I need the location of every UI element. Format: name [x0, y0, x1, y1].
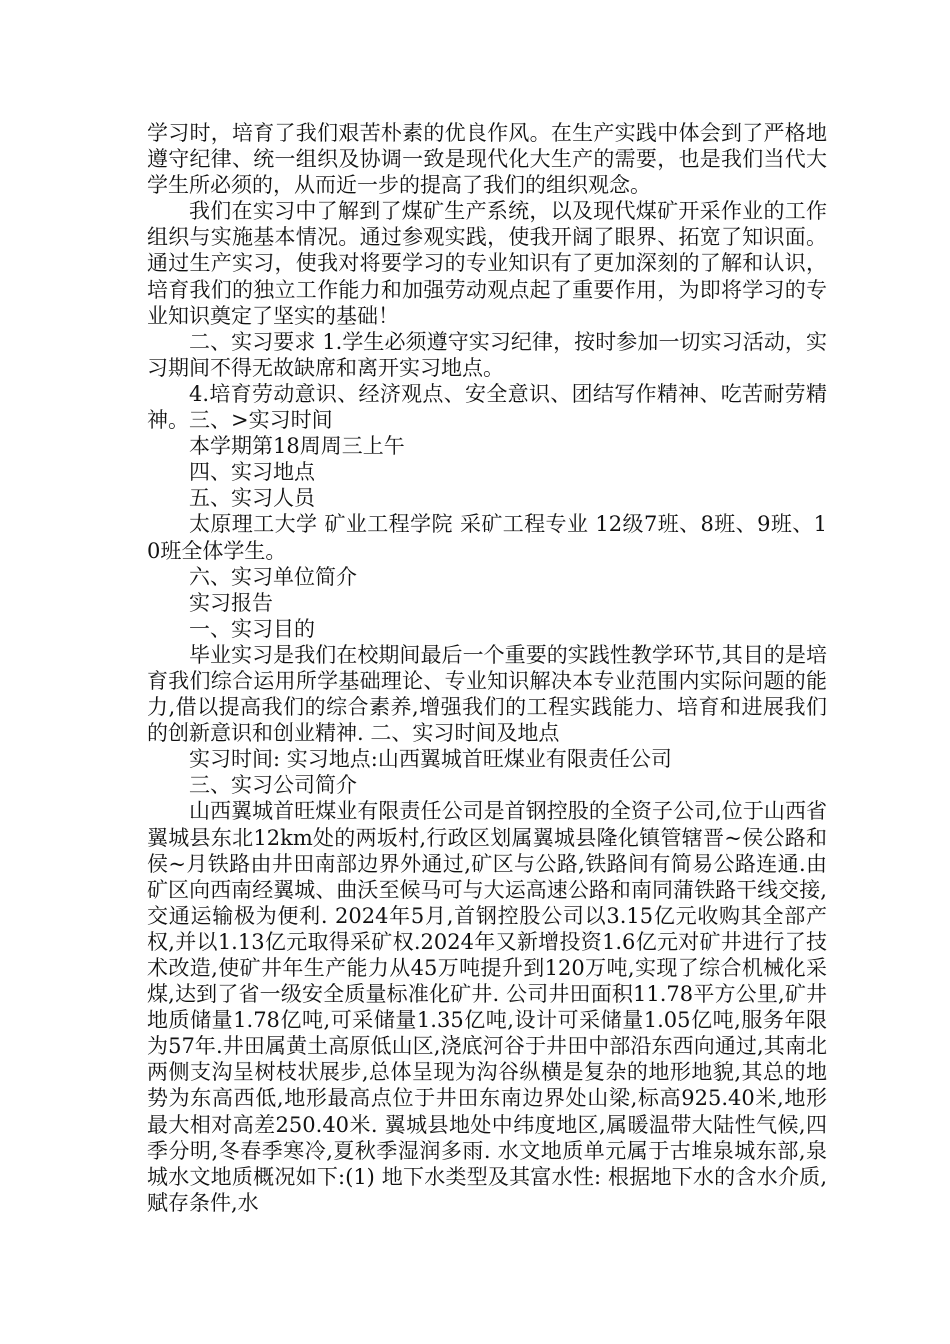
- section-heading-requirements: 二、实习要求 1.学生必须遵守实习纪律，按时参加一切实习活动，实习期间不得无故缺席和离开实习地点。: [147, 329, 827, 380]
- section-heading-purpose: 一、实习目的: [189, 616, 315, 641]
- paragraph: 实习时间: 实习地点:山西翼城首旺煤业有限责任公司: [189, 747, 672, 772]
- paragraph: 本学期第18周周三上午: [189, 434, 405, 459]
- section-heading-company-intro: 三、实习公司简介: [189, 773, 357, 798]
- paragraph: 山西翼城首旺煤业有限责任公司是首钢控股的全资子公司,位于山西省翼城县东北12km处的两坂村,行政区划属翼城县隆化镇管辖晋~侯公路和侯~月铁路由井田南部边界外通过,矿区与公路,铁路间有简易公路连通.由矿区向西南经翼城、曲沃至候马可与大运高速公路和南同蒲铁路干线交接,交通运输极为便利. 2024年5月,首钢控股公司以3.15亿元收购其全部产权,并以1.13亿元取得采矿权.2024年又新增投资1.6亿元对矿井进行了技术改造,使矿井年生产能力从45万吨提升到120万吨,实现了综合机械化采煤,达到了省一级安全质量标准化矿井. 公司井田面积11.78平方公里,矿井地质储量1.78亿吨,可采储量1.35亿吨,设计可采储量1.05亿吨,服务年限为57年.井田属黄土高原低山区,浇底河谷于井田中部沿东西向通过,其南北两侧支沟呈树枝状展步,总体呈现为沟谷纵横是复杂的地形地貌,其总的地势为东高西低,地形最高点位于井田东南边界处山梁,标高925.40米,地形最大相对高差250.40米. 翼城县地处中纬度地区,属暖温带大陆性气候,四季分明,冬春季寒冷,夏秋季湿润多雨. 水文地质单元属于古堆泉城东部,泉城水文地质概况如下:(1) 地下水类型及其富水性: 根据地下水的含水介质,赋存条件,水: [147, 799, 827, 1215]
- paragraph: 毕业实习是我们在校期间最后一个重要的实践性教学环节,其目的是培育我们综合运用所学基础理论、专业知识解决本专业范围内实际问题的能力,借以提高我们的综合素养,增强我们的工程实践能力、培育和进展我们的创新意识和创业精神. 二、实习时间及地点: [147, 642, 827, 746]
- report-title: 实习报告: [189, 590, 273, 615]
- section-heading-personnel: 五、实习人员: [189, 486, 315, 511]
- document-body: [147, 120, 827, 1216]
- section-heading-location: 四、实习地点: [189, 460, 315, 485]
- paragraph: 学习时，培育了我们艰苦朴素的优良作风。在生产实践中体会到了严格地遵守纪律、统一组织及协调一致是现代化大生产的需要，也是我们当代大学生所必须的，从而近一步的提高了我们的组织观念。: [147, 121, 827, 198]
- paragraph: 太原理工大学 矿业工程学院 采矿工程专业 12级7班、8班、9班、10班全体学生。: [147, 512, 827, 563]
- paragraph: 4.培育劳动意识、经济观点、安全意识、团结写作精神、吃苦耐劳精神。三、>实习时间: [147, 381, 827, 433]
- paragraph: 我们在实习中了解到了煤矿生产系统，以及现代煤矿开采作业的工作组织与实施基本情况。通过参观实践，使我开阔了眼界、拓宽了知识面。通过生产实习，使我对将要学习的专业知识有了更加深刻的了解和认识，培育我们的独立工作能力和加强劳动观点起了重要作用，为即将学习的专业知识奠定了坚实的基础！: [147, 199, 827, 328]
- section-heading-unit-intro: 六、实习单位简介: [189, 564, 357, 589]
